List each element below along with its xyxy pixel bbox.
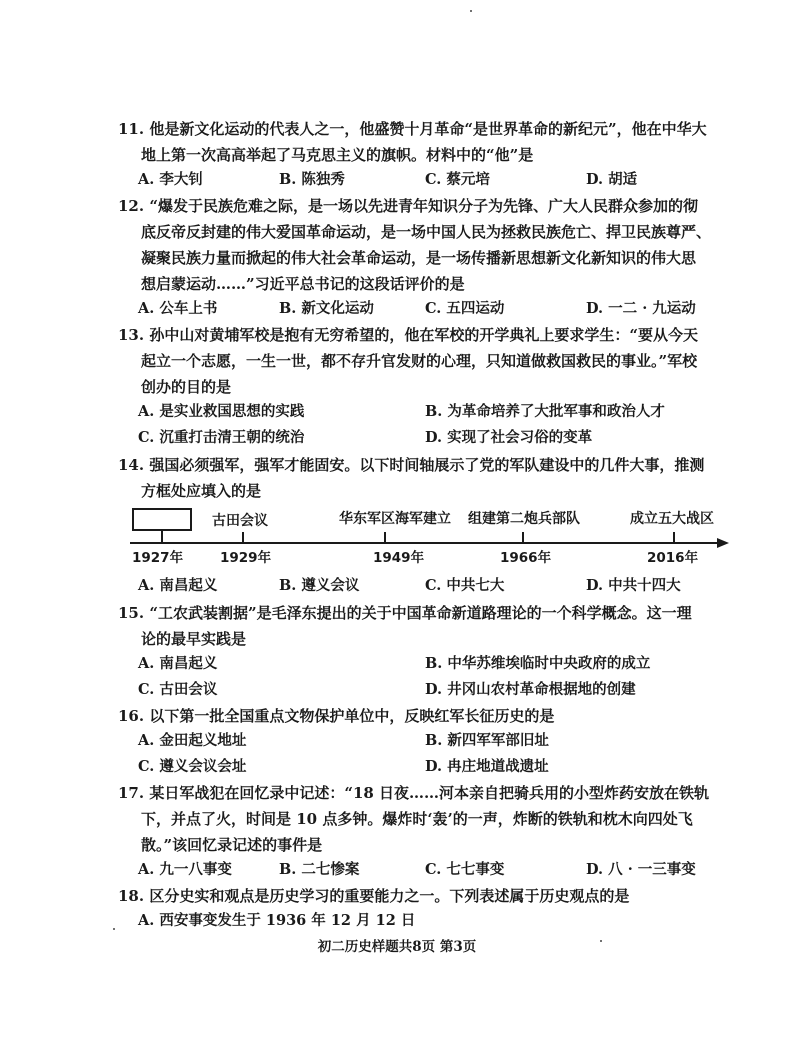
question-12-line-1: 12. “爆发于民族危难之际，是一场以先进青年知识分子为先锋、广大人民群众参加的彻 [118,197,698,215]
timeline-year-2016: 2016年 [647,550,699,566]
timeline-event-navy: 华东军区海军建立 [339,511,451,527]
q16-option-a: A. 金田起义地址 [138,732,247,749]
question-12-line-2: 底反帝反封建的伟大爱国革命运动，是一场中国人民为拯救民族危亡、捍卫民族尊严、 [141,223,712,241]
q15-option-a: A. 南昌起义 [138,655,218,672]
question-12-line-4: 想启蒙运动……”习近平总书记的这段话评价的是 [141,275,465,293]
question-17-line-2: 下，并点了火，时间是 10 点多钟。爆炸时‘轰’的一声，炸断的铁轨和枕木向四处飞 [141,810,693,828]
timeline-arrow-icon [717,538,729,548]
q16-option-b: B. 新四军军部旧址 [425,732,549,749]
question-14-line-2: 方框处应填入的是 [141,482,262,500]
q14-option-d: D. 中共十四大 [586,577,681,594]
question-11-line-1: 11. 他是新文化运动的代表人之一，他盛赞十月革命“是世界革命的新纪元”，他在中华大 [118,120,707,138]
question-12-line-3: 凝聚民族力量而掀起的伟大社会革命运动，是一场传播新思想新文化新知识的伟大思 [141,249,697,267]
timeline-figure [125,506,735,576]
timeline-event-gutian: 古田会议 [212,513,268,529]
q15-option-c: C. 古田会议 [138,681,218,698]
q18-option-a: A. 西安事变发生于 1936 年 12 月 12 日 [138,912,416,929]
q17-option-c: C. 七七事变 [425,861,505,878]
q12-option-b: B. 新文化运动 [279,300,374,317]
q17-option-a: A. 九一八事变 [138,861,232,878]
q12-option-a: A. 公车上书 [138,300,218,317]
question-13-line-2: 起立一个志愿，一生一世，都不存升官发财的心理，只知道做救国救民的事业。”军校 [141,352,698,370]
q17-option-d: D. 八 · 一三事变 [586,861,696,878]
q13-option-c: C. 沉重打击清王朝的统治 [138,429,305,446]
q11-option-b: B. 陈独秀 [279,171,345,188]
question-11-line-2: 地上第一次高高举起了马克思主义的旗帜。材料中的“他”是 [141,146,534,164]
q15-option-b: B. 中华苏维埃临时中央政府的成立 [425,655,651,672]
q14-option-a: A. 南昌起义 [138,577,218,594]
question-15-line-1: 15. “工农武装割据”是毛泽东提出的关于中国革命新道路理论的一个科学概念。这一理 [118,604,692,622]
question-13-line-3: 创办的目的是 [141,378,232,396]
question-18-line-1: 18. 区分史实和观点是历史学习的重要能力之一。下列表述属于历史观点的是 [118,887,630,905]
page-footer: 初二历史样题共8页 第3页 [317,939,477,955]
answer-blank-box [133,509,191,530]
scan-speck [470,10,472,12]
question-15-line-2: 论的最早实践是 [141,630,247,648]
q15-option-d: D. 井冈山农村革命根据地的创建 [425,681,636,698]
q16-option-c: C. 遵义会议会址 [138,758,247,775]
question-17-line-1: 17. 某日军战犯在回忆录中记述：“18 日夜……河本亲自把骑兵用的小型炸药安放在铁轨 [118,784,710,802]
timeline-event-theater-commands: 成立五大战区 [630,511,714,527]
timeline-year-1929: 1929年 [220,550,272,566]
q13-option-b: B. 为革命培养了大批军事和政治人才 [425,403,665,420]
q13-option-d: D. 实现了社会习俗的变革 [425,429,593,446]
q14-option-b: B. 遵义会议 [279,577,360,594]
q13-option-a: A. 是实业救国思想的实践 [138,403,305,420]
timeline-event-second-artillery: 组建第二炮兵部队 [468,511,580,527]
question-14-line-1: 14. 强国必须强军，强军才能固安。以下时间轴展示了党的军队建设中的几件大事，推测 [118,456,705,474]
timeline-year-1927: 1927年 [132,550,184,566]
q11-option-d: D. 胡适 [586,171,638,188]
q12-option-d: D. 一二 · 九运动 [586,300,696,317]
timeline-year-1966: 1966年 [500,550,552,566]
q11-option-a: A. 李大钊 [138,171,203,188]
q12-option-c: C. 五四运动 [425,300,505,317]
question-13-line-1: 13. 孙中山对黄埔军校是抱有无穷希望的，他在军校的开学典礼上要求学生：“要从今天 [118,326,698,344]
q16-option-d: D. 冉庄地道战遗址 [425,758,549,775]
question-16-line-1: 16. 以下第一批全国重点文物保护单位中，反映红军长征历史的是 [118,707,555,725]
question-17-line-3: 散。”该回忆录记述的事件是 [141,836,323,854]
timeline-year-1949: 1949年 [373,550,425,566]
q17-option-b: B. 二七惨案 [279,861,360,878]
q11-option-c: C. 蔡元培 [425,171,490,188]
scan-speck [113,928,115,930]
q14-option-c: C. 中共七大 [425,577,505,594]
